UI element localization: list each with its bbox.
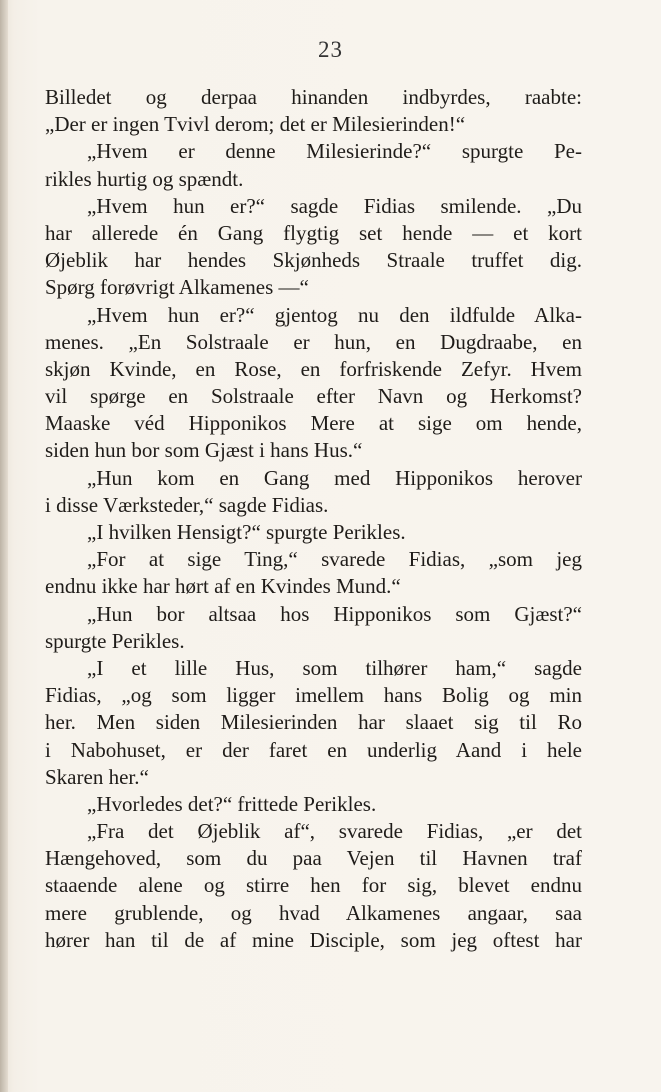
text-line: staaende alene og stirre hen for sig, blevet endnu [45,873,582,898]
text-line: „Fra det Øjeblik af“, svarede Fidias, „er det [87,819,582,844]
text-line: menes. „En Solstraale er hun, en Dugdraabe, en [45,329,582,354]
text-line: her. Men siden Milesierinden har slaaet sig til Ro [45,710,582,735]
text-line: spurgte Perikles. [45,628,185,653]
text-line: „I et lille Hus, som tilhører ham,“ sagde [87,655,582,680]
text-line: rikles hurtig og spændt. [45,166,244,191]
text-line: Spørg forøvrigt Alkamenes —“ [45,275,309,300]
text-line: i disse Værksteder,“ sagde Fidias. [45,492,329,517]
text-line: Skaren her.“ [45,764,149,789]
text-line: endnu ikke har hørt af en Kvindes Mund.“ [45,574,401,599]
text-line: „Der er ingen Tvivl derom; det er Milesierinden!“ [45,112,466,137]
text-line: Øjeblik har hendes Skjønheds Straale truffet dig. [45,248,582,273]
text-line: „For at sige Ting,“ svarede Fidias, „som jeg [87,547,582,572]
text-line: mere grublende, og hvad Alkamenes angaar, saa [45,900,582,925]
text-line: „Hvem er denne Milesierinde?“ spurgte Pe- [87,139,582,164]
body-text [45,84,582,954]
text-line: i Nabohuset, er der faret en underlig Aand i hele [45,737,582,762]
text-line: „Hvem hun er?“ sagde Fidias smilende. „Du [87,193,582,218]
text-line: Fidias, „og som ligger imellem hans Bolig og min [45,683,582,708]
text-line: hører han til de af mine Disciple, som jeg oftest har [45,927,582,952]
page-number: 23 [318,37,343,62]
text-line: Hængehoved, som du paa Vejen til Havnen traf [45,846,582,871]
text-line: vil spørge en Solstraale efter Navn og Herkomst? [45,384,582,409]
text-line: „Hvorledes det?“ frittede Perikles. [87,791,377,816]
text-line: „Hun kom en Gang med Hipponikos herover [87,465,582,490]
text-line: „Hvem hun er?“ gjentog nu den ildfulde Alka- [87,302,582,327]
text-line: Billedet og derpaa hinanden indbyrdes, raabte: [45,85,582,109]
text-line: Maaske véd Hipponikos Mere at sige om hende, [45,411,582,436]
text-line: skjøn Kvinde, en Rose, en forfriskende Zefyr. Hvem [45,356,582,381]
page-spine-shadow [0,0,8,1092]
text-line: siden hun bor som Gjæst i hans Hus.“ [45,438,363,463]
text-line: har allerede én Gang flygtig set hende — et kort [45,220,582,245]
text-line: „I hvilken Hensigt?“ spurgte Perikles. [87,520,406,544]
text-line: „Hun bor altsaa hos Hipponikos som Gjæst?“ [87,601,582,626]
